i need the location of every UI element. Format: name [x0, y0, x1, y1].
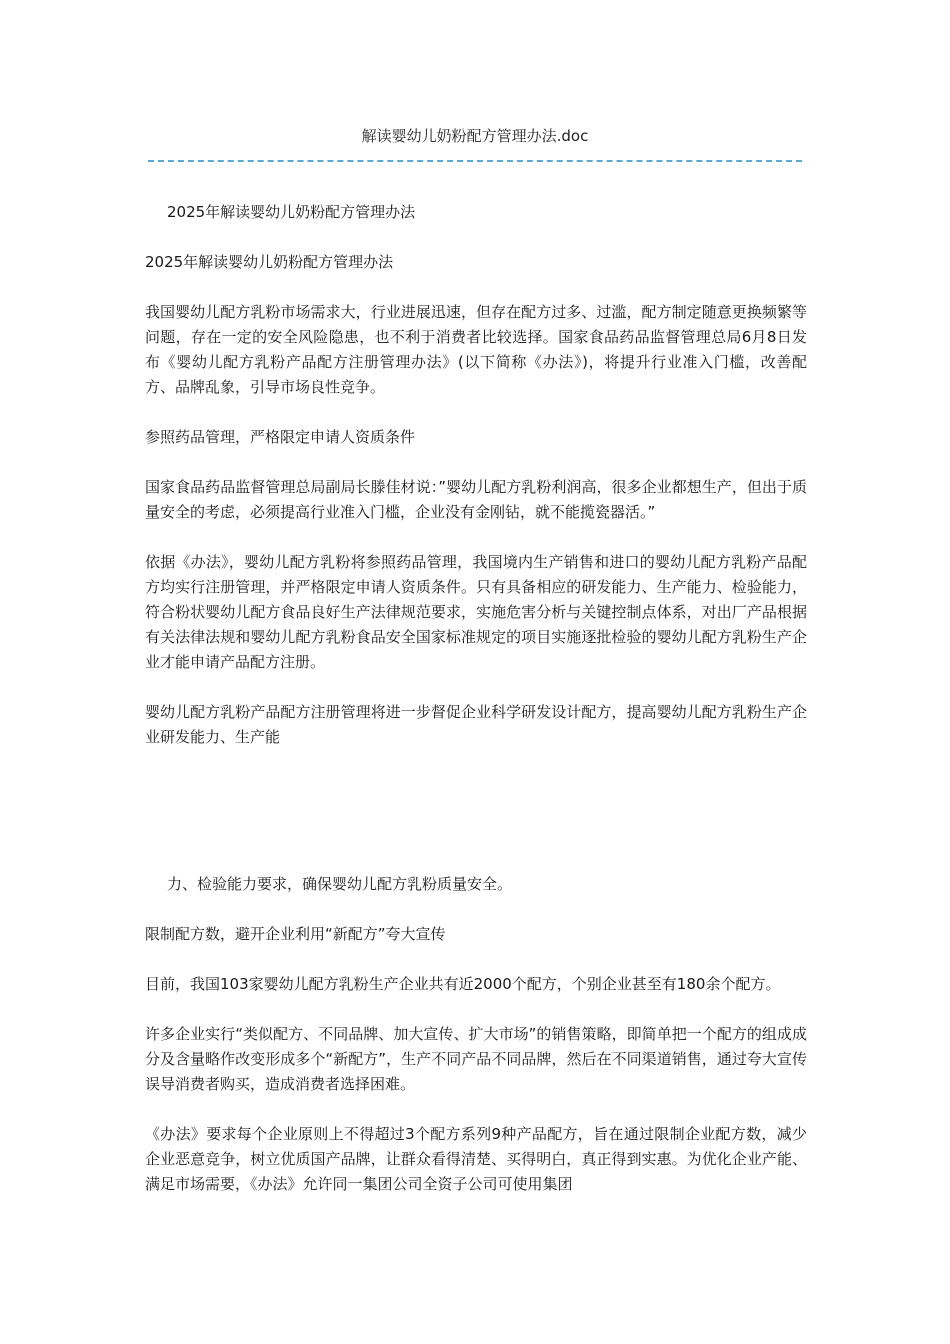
paragraph-intro: 我国婴幼儿配方乳粉市场需求大，行业进展迅速，但存在配方过多、过滥，配方制定随意更换频繁等问题，存在一定的安全风险隐患，也不利于消费者比较选择。国家食品药品监督管理总局6月8日发布《婴幼儿配方乳粉产品配方注册管理办法》(以下简称《办法》)，将提升行业准入门槛，改善配方、品牌乱象，引导市场良性竞争。 — [145, 303, 807, 396]
paragraph-continuation: 力、检验能力要求，确保婴幼儿配方乳粉质量安全。 — [167, 875, 513, 893]
paragraph-supervision: 婴幼儿配方乳粉产品配方注册管理将进一步督促企业科学研发设计配方，提高婴幼儿配方乳粉生产企业研发能力、生产能 — [145, 703, 807, 746]
document-body-section-1 — [145, 200, 807, 775]
paragraph-formula-count: 目前，我国103家婴幼儿配方乳粉生产企业共有近2000个配方，个别企业甚至有180余个配方。 — [145, 975, 781, 993]
document-file-title: 解读婴幼儿奶粉配方管理办法.doc — [361, 127, 589, 145]
paragraph-quote: 国家食品药品监督管理总局副局长滕佳材说：”婴幼儿配方乳粉利润高，很多企业都想生产，但出于质量安全的考虑，必须提高行业准入门槛，企业没有金刚钻，就不能揽瓷器活。” — [145, 478, 807, 521]
paragraph-sales-strategy: 许多企业实行“类似配方、不同品牌、加大宣传、扩大市场”的销售策略，即简单把一个配方的组成成分及含量略作改变形成多个“新配方”，生产不同产品不同品牌，然后在不同渠道销售，通过夸大宣传误导消费者购买，造成消费者选择困难。 — [145, 1025, 807, 1093]
document-body-section-2 — [145, 872, 807, 1222]
subheading-formula-limit: 限制配方数，避开企业利用“新配方”夸大宣传 — [145, 925, 446, 943]
title-divider — [148, 160, 802, 162]
section-heading-indented: 2025年解读婴幼儿奶粉配方管理办法 — [167, 203, 416, 221]
section-heading: 2025年解读婴幼儿奶粉配方管理办法 — [145, 253, 394, 271]
subheading-qualification: 参照药品管理，严格限定申请人资质条件 — [145, 428, 416, 446]
paragraph-registration: 依据《办法》，婴幼儿配方乳粉将参照药品管理，我国境内生产销售和进口的婴幼儿配方乳粉产品配方均实行注册管理，并严格限定申请人资质条件。只有具备相应的研发能力、生产能力、检验能力，符合粉状婴幼儿配方食品良好生产法律规范要求，实施危害分析与关键控制点体系，对出厂产品根据有关法律法规和婴幼儿配方乳粉食品安全国家标准规定的项目实施逐批检验的婴幼儿配方乳粉生产企业才能申请产品配方注册。 — [145, 553, 807, 671]
paragraph-requirements: 《办法》要求每个企业原则上不得超过3个配方系列9种产品配方，旨在通过限制企业配方数，减少企业恶意竞争，树立优质国产品牌，让群众看得清楚、买得明白，真正得到实惠。为优化企业产能、满足市场需要，《办法》允许同一集团公司全资子公司可使用集团 — [145, 1125, 807, 1193]
